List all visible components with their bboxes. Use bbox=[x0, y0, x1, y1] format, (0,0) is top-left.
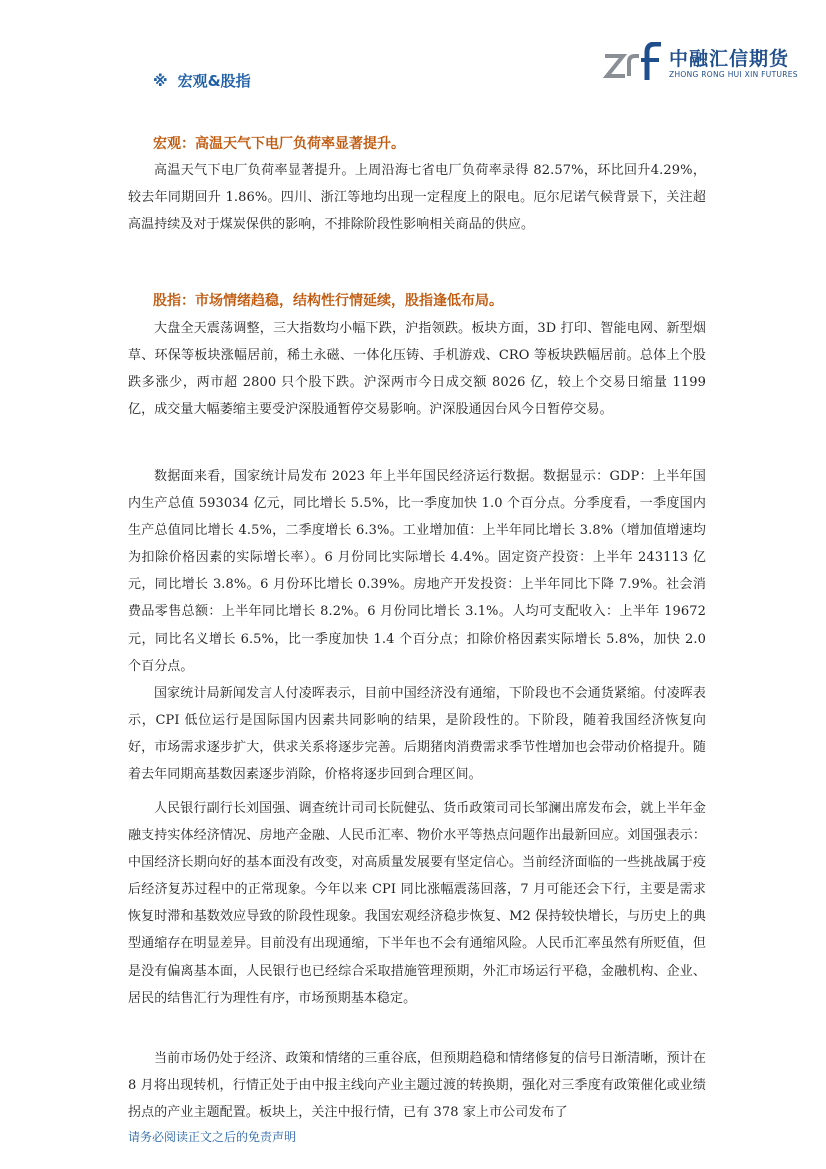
index-paragraph-3: 国家统计局新闻发言人付凌晖表示，目前中国经济没有通缩，下阶段也不会通货紧缩。付凌晖表示，CPI 低位运行是国际国内因素共同影响的结果，是阶段性的。下阶段，随着我国经济恢复向好，市场需求逐步扩大，供求关系将逐步完善。后期猪肉消费需求季节性增加也会带动价格提升。随着去年同期高基数因素逐步消除，价格将逐步回到合理区间。 bbox=[128, 686, 706, 783]
section-title: 宏观&股指 bbox=[177, 72, 251, 90]
company-logo bbox=[603, 42, 803, 86]
disclaimer-footer: 请务必阅读正文之后的免责声明 bbox=[128, 1130, 297, 1144]
index-paragraph-5: 当前市场仍处于经济、政策和情绪的三重谷底，但预期趋稳和情绪修复的信号日渐清晰，预计在 8 月将出现转机，行情正处于由中报主线向产业主题过渡的转换期，强化对三季度有政策催化或业绩拐点的产业主题配置。板块上，关注中报行情，已有 378 家上市公司发布了 bbox=[128, 1051, 706, 1121]
logo-en-text: ZHONG RONG HUI XIN FUTURES bbox=[669, 70, 798, 79]
index-paragraph-4: 人民银行副行长刘国强、调查统计司司长阮健弘、货币政策司司长邹澜出席发布会，就上半年金融支持实体经济情况、房地产金融、人民币汇率、物价水平等热点问题作出最新回应。刘国强表示：中国经济长期向好的基本面没有改变，对高质量发展要有坚定信心。当前经济面临的一些挑战属于疫后经济复苏过程中的正常现象。今年以来 CPI 同比涨幅震荡回落，7 月可能还会下行，主要是需求恢复时滞和基数效应导致的阶段性现象。我国宏观经济稳步恢复、M2 保持较快增长，与历史上的典型通缩存在明显差异。目前没有出现通缩，下半年也不会有通缩风险。人民币汇率虽然有所贬值，但是没有偏离基本面，人民银行也已经综合采取措施管理预期，外汇市场运行平稳，金融机构、企业、居民的结售汇行为理性有序，市场预期基本稳定。 bbox=[128, 801, 706, 1006]
index-heading: 股指：市场情绪趋稳，结构性行情延续，股指逢低布局。 bbox=[153, 293, 503, 309]
macro-heading: 宏观：高温天气下电厂负荷率显著提升。 bbox=[153, 136, 405, 152]
section-marker-icon: ※ bbox=[153, 72, 168, 90]
index-paragraph-2: 数据面来看，国家统计局发布 2023 年上半年国民经济运行数据。数据显示：GDP：上半年国内生产总值 593034 亿元，同比增长 5.5%，比一季度加快 1.0 个百分点。分季度看，一季度国内生产总值同比增长 4.5%，二季度增长 6.3%。工业增加值：上半年同比增长 3.8%（增加值增速均为扣除价格因素的实际增长率）。6 月份同比实际增长 4.4%。固定资产投资：上半年 243113 亿元，同比增长 3.8%。6 月份环比增长 0.39%。房地产开发投资：上半年同比下降 7.9%。社会消费品零售总额：上半年同比增长 8.2%。6 月份同比增长 3.1%。人均可支配收入：上半年 19672 元，同比名义增长 6.5%，比一季度加快 1.4 个百分点；扣除价格因素实际增长 5.8%，加快 2.0 个百分点。 bbox=[128, 469, 707, 674]
zrhx-logo-mark-icon bbox=[603, 42, 663, 82]
section-heading bbox=[153, 70, 251, 91]
index-paragraph-1: 大盘全天震荡调整，三大指数均小幅下跌，沪指领跌。板块方面，3D 打印、智能电网、新型烟草、环保等板块涨幅居前，稀土永磁、一体化压铸、手机游戏、CRO 等板块跌幅居前。总体上个股跌多涨少，两市超 2800 只个股下跌。沪深两市今日成交额 8026 亿，较上个交易日缩量 1199 亿，成交量大幅萎缩主要受沪深股通暂停交易影响。沪深股通因台风今日暂停交易。 bbox=[128, 321, 706, 418]
logo-cn-text: 中融汇信期货 bbox=[669, 48, 790, 70]
macro-paragraph: 高温天气下电厂负荷率显著提升。上周沿海七省电厂负荷率录得 82.57%，环比回升4.29%，较去年同期回升 1.86%。四川、浙江等地均出现一定程度上的限电。厄尔尼诺气候背景下，关注超高温持续及对于煤炭保供的影响，不排除阶段性影响相关商品的供应。 bbox=[128, 163, 706, 233]
